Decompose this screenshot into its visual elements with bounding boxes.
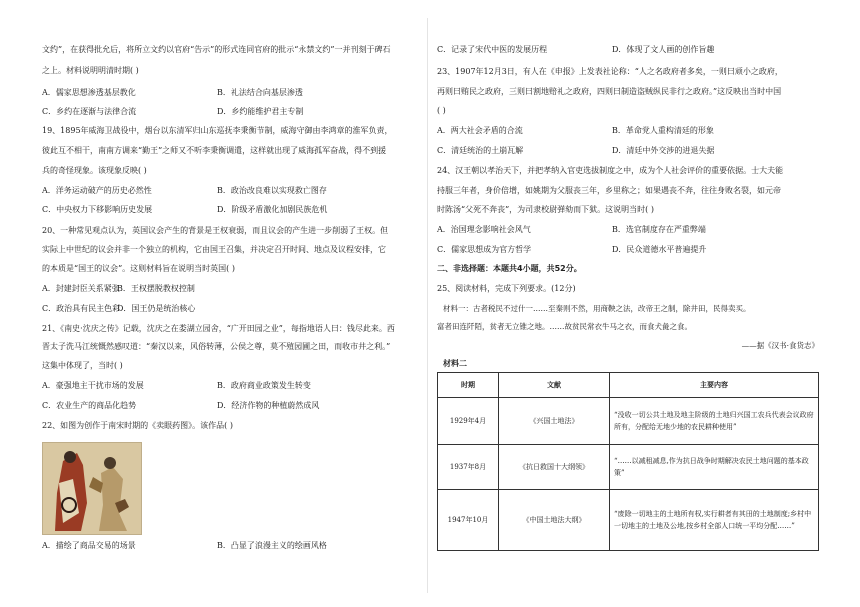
option-a: A．封建封臣关系紧张 (42, 284, 120, 293)
option-d: D．阶级矛盾激化加剧民族危机 (217, 205, 328, 214)
text-line: 的本质是“国王的议会”。这则材料旨在说明当时英国( ) (42, 264, 235, 273)
material-one: 材料一：古者税民不过什一……至秦则不然，用商鞅之法，改帝王之制，除井田，民得卖买。 (443, 304, 751, 313)
material-two-label: 材料二 (443, 359, 467, 368)
text-line: 彼此互不相干，南南方调来“勤王”之师又不听李秉衡调遣，这样就出现了威海孤军奋战，得不到援 (42, 146, 387, 155)
option-a: A．描绘了商品交易的场景 (42, 541, 136, 550)
table-cell: 1929年4月 (438, 398, 499, 445)
text-line: 实际上中世纪的议会并非一个独立的机构，它由国王召集，并决定召开时间、地点及议程安排，它 (42, 245, 386, 254)
option-d: D．国王仍是统治核心 (117, 304, 196, 313)
table-header: 主要内容 (610, 373, 819, 398)
option-b: B．王权摆脱教权控制 (117, 284, 195, 293)
land-policy-table (437, 372, 819, 551)
option-c: C．记录了宋代中医的发展历程 (437, 45, 548, 54)
question-21: 21、《南史·沈庆之传》记载，沈庆之在娄湖立园舍，“广开田园之业”，每指地语人曰：钱尽此来。西 (42, 324, 395, 333)
option-d: D．经济作物的种植蔚然成风 (217, 401, 320, 410)
option-c: C．清廷统治的土崩瓦解 (437, 146, 524, 155)
option-b: B．革命党人重构清廷的形象 (612, 126, 714, 135)
text-line: 再则曰贿民之政府，三则曰割地赔礼之政府，四则曰制造盗贼纵民非行之政府。”这反映出当时中国 (437, 87, 782, 96)
text-line: 这集中体现了，当时( ) (42, 361, 123, 370)
text-line: 晋太子洗马江统慨然感叹道：“秦汉以来，风俗转薄，公侯之尊，莫不殖园圃之田，而收市井之利。” (42, 342, 391, 351)
table-cell: “废除一切地主的土地所有权,实行耕者有其田的土地制度;乡村中一切地主的土地及公地,按乡村全部人口统一平均分配……” (610, 490, 819, 551)
table-header-row (438, 373, 819, 398)
option-a: A．两大社会矛盾的合流 (437, 126, 523, 135)
option-c: C．乡约在逐渐与法律合流 (42, 107, 137, 116)
option-b: B．政治改良难以实现救亡图存 (217, 186, 327, 195)
option-a: A．儒家思想渗透基层教化 (42, 88, 136, 97)
question-23: 23、1907年12月3日，有人在《申报》上发表社论称：“人之名政府者多矣，一则曰顽小之政府， (437, 67, 783, 76)
table-header: 文献 (499, 373, 610, 398)
option-d: D．民众道德水平普遍提升 (612, 245, 707, 254)
table-cell: 1937年8月 (438, 445, 499, 490)
text-line: 兵的奇怪现象。该现象反映( ) (42, 166, 147, 175)
option-d: D．清廷中外交涉的进退失据 (612, 146, 715, 155)
table-row (438, 398, 819, 445)
section-heading: 二、非选择题：本题共4小题，共52分。 (437, 264, 582, 273)
question-24: 24、汉王朝以孝治天下，并把孝纳入官吏选拔制度之中，成为个人社会评价的重要依据。士大夫能 (437, 166, 784, 175)
option-c: C．中央权力下移影响历史发展 (42, 205, 153, 214)
question-19: 19、1895年威海卫战役中，烟台以东清军归山东巡抚李秉衡节制，威海守御由李鸿章的淮军负责， (42, 126, 393, 135)
table-row (438, 490, 819, 551)
table-cell: 1947年10月 (438, 490, 499, 551)
citation: ——据《汉书·食货志》 (741, 341, 819, 350)
question-22: 22、如图为创作于南宋时期的《卖眼药图》。该作品( ) (42, 421, 233, 430)
table-cell: 《中国土地法大纲》 (499, 490, 610, 551)
option-c: C．农业生产的商品化趋势 (42, 401, 137, 410)
table-row (438, 445, 819, 490)
text-line: 富者田连阡陌，贫者无立锥之地。……故贫民常衣牛马之衣，而食犬彘之食。 (437, 322, 692, 331)
text-line: 之上。材料说明明清时期( ) (42, 66, 139, 75)
table-cell: “……以减租减息,作为抗日战争时期解决农民土地问题的基本政策” (610, 445, 819, 490)
option-a: A．豪强地主干扰市场的发展 (42, 381, 144, 390)
option-a: A．治国理念影响社会风气 (437, 225, 531, 234)
option-c: C．政治具有民主色彩 (42, 304, 121, 313)
option-d: D．体现了文人画的创作旨趣 (612, 45, 715, 54)
text-line: 文约”，在获得批允后，将所立文约以官府“告示”的形式连同官府的批示“永禁文约”一并刊刻于碑石 (42, 45, 391, 54)
option-a: A．洋务运动破产的历史必然性 (42, 186, 152, 195)
option-c: C．儒家思想成为官方哲学 (437, 245, 532, 254)
option-b: B．政府商业政策发生转变 (217, 381, 311, 390)
painting-image (42, 442, 142, 535)
table-cell: 《兴国土地法》 (499, 398, 610, 445)
option-b: B．凸显了浪漫主义的绘画风格 (217, 541, 327, 550)
text-line: 持服三年者，身价倍增，如姚期为父服丧三年，乡里称之；如果遇丧不奔，往往身败名裂，如元帝 (437, 186, 781, 195)
question-20: 20、一种常见观点认为，英国议会产生的背景是王权衰弱，而且议会的产生进一步削弱了王权。但 (42, 226, 389, 235)
option-b: B．选官制度存在严重弊端 (612, 225, 706, 234)
table-cell: 《抗日救国十大纲领》 (499, 445, 610, 490)
table-cell: “没收一切公共土地及地主阶级的土地归兴国工农兵代表会议政府所有，分配给无地少地的农民耕种使用” (610, 398, 819, 445)
column-divider (427, 18, 428, 593)
option-b: B．礼法结合向基层渗透 (217, 88, 303, 97)
painting-illustration (43, 443, 141, 534)
question-25: 25、阅读材料，完成下列要求。(12分) (437, 284, 576, 293)
text-line: 时陈汤“父死不奔丧”，为司隶校尉弹劾而下狱。这说明当时( ) (437, 205, 654, 214)
text-line: ( ) (437, 106, 446, 115)
table-header: 时期 (438, 373, 499, 398)
option-d: D．乡约能维护君主专制 (217, 107, 304, 116)
